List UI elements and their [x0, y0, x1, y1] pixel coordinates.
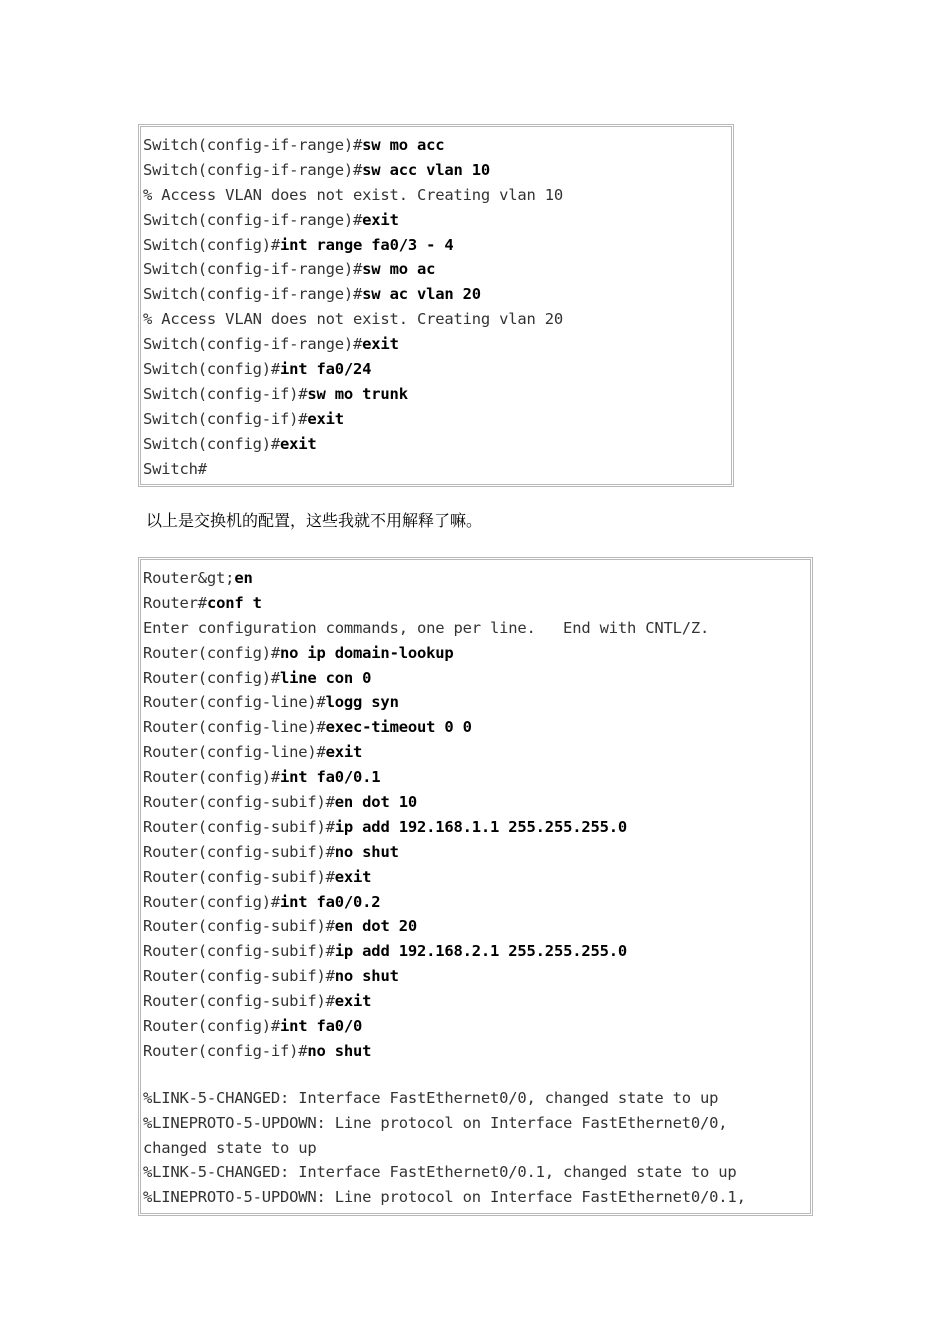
cli-prompt: Switch(config-if-range)#: [143, 285, 363, 304]
code-line: [143, 765, 810, 790]
console-message: %LINEPROTO-5-UPDOWN: Line protocol on Interface FastEthernet0/0.1,: [143, 1188, 746, 1207]
cli-prompt: Router#: [143, 593, 207, 612]
code-line: [143, 989, 810, 1014]
cli-command: sw mo acc: [362, 136, 445, 154]
code-line: [143, 715, 810, 740]
code-line: [143, 1064, 810, 1086]
code-line: [143, 407, 731, 432]
cli-prompt: Router(config-subif)#: [143, 817, 335, 836]
cli-command: sw acc vlan 10: [362, 160, 491, 179]
cli-prompt: Router(config)#: [143, 1017, 280, 1036]
console-message: changed state to up: [143, 1138, 317, 1157]
code-line: [143, 257, 731, 282]
cli-command: exit: [334, 867, 372, 886]
code-line: [143, 690, 810, 715]
code-line: [143, 964, 810, 989]
cli-prompt: Switch(config)#: [143, 434, 280, 453]
code-line: [143, 1111, 810, 1136]
cli-prompt: Switch(config)#: [143, 235, 280, 254]
code-line: [143, 1160, 810, 1185]
console-message: % Access VLAN does not exist. Creating vlan 20: [143, 310, 564, 329]
cli-prompt: Switch(config-if-range)#: [143, 136, 363, 154]
code-line: [143, 641, 810, 666]
code-line: [143, 1136, 810, 1161]
cli-prompt: Router(config-line)#: [143, 693, 326, 712]
cli-prompt: Router(config)#: [143, 892, 280, 911]
code-line: [143, 382, 731, 407]
cli-command: sw mo ac: [362, 260, 436, 279]
code-line: [143, 183, 731, 208]
cli-prompt: Router&gt;: [143, 569, 235, 587]
cli-prompt: Router(config-subif)#: [143, 967, 335, 986]
code-line: [143, 133, 731, 158]
code-line: [143, 840, 810, 865]
cli-command: exit: [307, 409, 344, 428]
cli-command: ip add 192.168.2.1 255.255.255.0: [334, 942, 627, 961]
code-line: [143, 233, 731, 258]
cli-prompt: Router(config-line)#: [143, 743, 326, 762]
console-message: %LINK-5-CHANGED: Interface FastEthernet0/0.1, changed state to up: [143, 1163, 737, 1182]
cli-command: int fa0/0.1: [279, 768, 381, 787]
code-line: [143, 432, 731, 457]
cli-command: conf t: [206, 593, 262, 612]
cli-command: no shut: [334, 967, 399, 986]
cli-prompt: Router(config-subif)#: [143, 992, 335, 1011]
code-line: [143, 1086, 810, 1111]
cli-command: en dot 10: [334, 793, 417, 812]
code-line: [143, 357, 731, 382]
cli-command: no ip domain-lookup: [279, 643, 454, 662]
cli-command: line con 0: [279, 668, 372, 687]
cli-command: en: [234, 569, 253, 587]
console-message: % Access VLAN does not exist. Creating vlan 10: [143, 185, 564, 204]
code-line: [143, 307, 731, 332]
code-line: [143, 158, 731, 183]
cli-command: int fa0/24: [279, 360, 372, 379]
cli-command: sw ac vlan 20: [362, 285, 481, 304]
cli-prompt: Router(config-subif)#: [143, 917, 335, 936]
cli-prompt: Switch(config-if-range)#: [143, 210, 363, 229]
code-line: [143, 790, 810, 815]
code-line: [143, 282, 731, 307]
cli-command: exit: [362, 210, 399, 229]
code-line: [143, 1014, 810, 1039]
switch-config-code-block: [138, 124, 734, 487]
code-line: [143, 740, 810, 765]
cli-command: int fa0/0.2: [279, 892, 381, 911]
cli-command: no shut: [307, 1041, 372, 1060]
cli-prompt: Router(config-subif)#: [143, 867, 335, 886]
cli-prompt: Switch(config-if)#: [143, 409, 308, 428]
cli-prompt: Switch(config-if-range)#: [143, 160, 363, 179]
cli-command: ip add 192.168.1.1 255.255.255.0: [334, 817, 627, 836]
console-message: %LINK-5-CHANGED: Interface FastEthernet0/0, changed state to up: [143, 1088, 719, 1107]
code-line: [143, 890, 810, 915]
code-line: [143, 616, 810, 641]
cli-prompt: Switch(config)#: [143, 360, 280, 379]
code-line: [143, 815, 810, 840]
console-message: %LINEPROTO-5-UPDOWN: Line protocol on Interface FastEthernet0/0,: [143, 1113, 728, 1132]
code-line: [143, 865, 810, 890]
cli-command: exit: [362, 335, 399, 354]
cli-prompt: Switch#: [143, 459, 207, 478]
cli-prompt: Router(config-subif)#: [143, 942, 335, 961]
cli-command: exit: [334, 992, 372, 1011]
cli-command: logg syn: [325, 693, 399, 712]
code-line: [143, 208, 731, 233]
cli-command: en dot 20: [334, 917, 417, 936]
cli-command: int range fa0/3 - 4: [279, 235, 454, 254]
cli-command: no shut: [334, 842, 399, 861]
cli-prompt: Router(config-subif)#: [143, 842, 335, 861]
cli-prompt: Router(config)#: [143, 768, 280, 787]
code-line: [143, 566, 810, 591]
code-line: [143, 457, 731, 482]
cli-command: exec-timeout 0 0: [325, 718, 472, 737]
cli-prompt: Router(config-subif)#: [143, 793, 335, 812]
cli-prompt: Router(config-if)#: [143, 1041, 308, 1060]
cli-prompt: Switch(config-if)#: [143, 384, 308, 403]
cli-prompt: Switch(config-if-range)#: [143, 335, 363, 354]
code-line: [143, 332, 731, 357]
cli-command: exit: [325, 743, 363, 762]
cli-prompt: Router(config)#: [143, 643, 280, 662]
code-line: [143, 939, 810, 964]
switch-config-caption: 以上是交换机的配置，这些我就不用解释了嘛。: [146, 511, 483, 530]
cli-command: int fa0/0: [279, 1017, 363, 1036]
console-message: Enter configuration commands, one per line. End with CNTL/Z.: [143, 618, 710, 637]
cli-command: sw mo trunk: [307, 384, 408, 403]
code-line: [143, 1039, 810, 1064]
cli-prompt: Router(config-line)#: [143, 718, 326, 737]
code-line: [143, 1185, 810, 1210]
code-line: [143, 666, 810, 691]
code-line: [143, 914, 810, 939]
cli-prompt: Switch(config-if-range)#: [143, 260, 363, 279]
router-config-code-block: [138, 557, 813, 1216]
cli-prompt: Router(config)#: [143, 668, 280, 687]
code-line: [143, 591, 810, 616]
cli-command: exit: [279, 434, 317, 453]
